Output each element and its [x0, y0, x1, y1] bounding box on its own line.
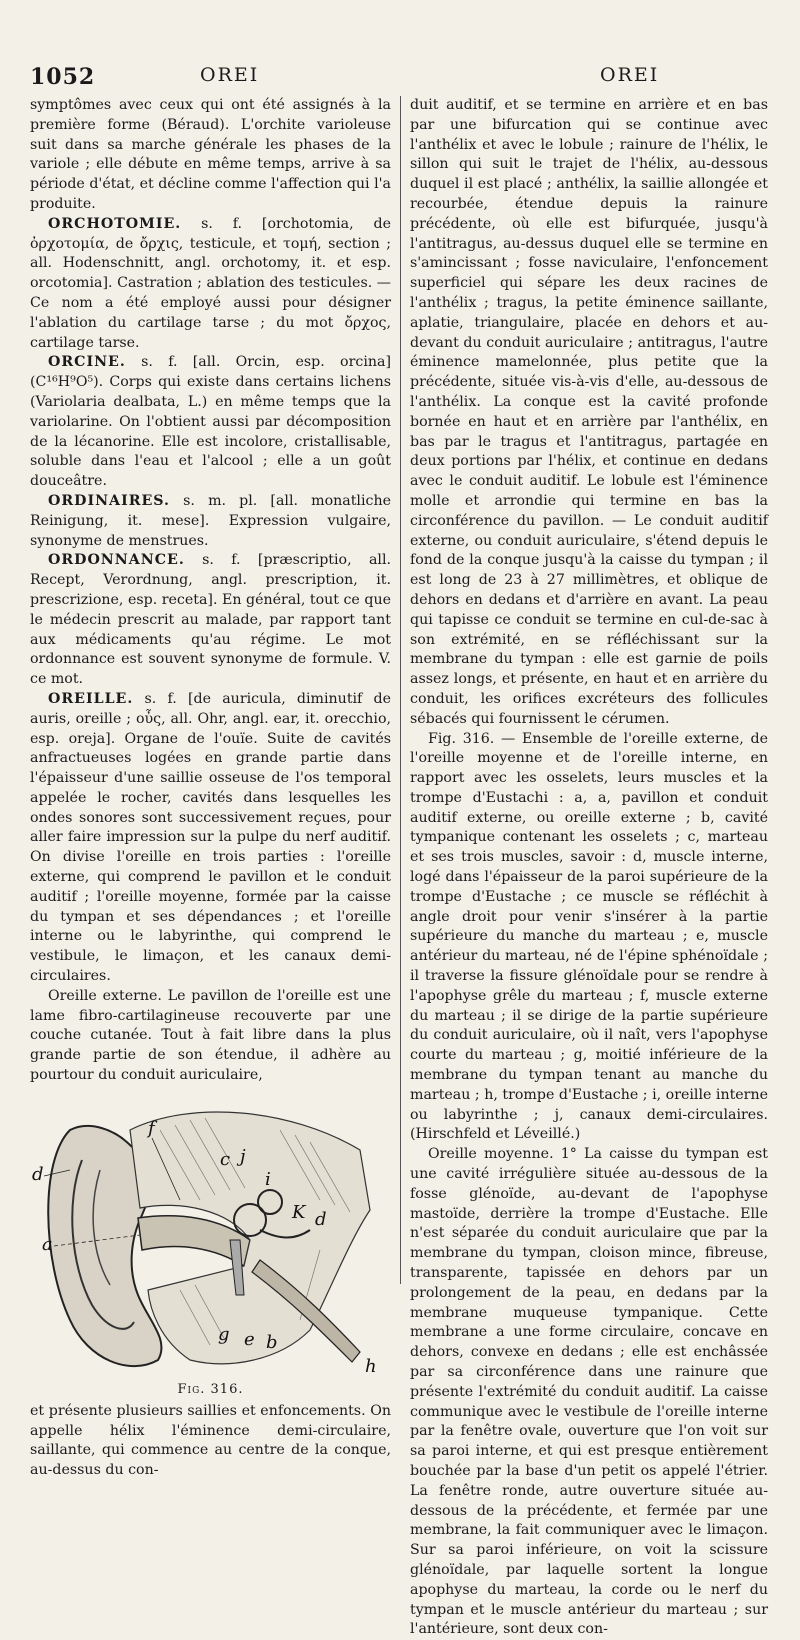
paragraph-figure-legend: Fig. 316. — Ensemble de l'oreille externe, de l'oreille moyenne et de l'oreille interne, en rapport avec les osselets, leurs muscles et la trompe d'Eustachi : a, a, pavillon et conduit auditif externe, ou oreille externe ; b, cavité tympanique contenant les osselets ; c, marteau et ses trois muscles, savoir : d, muscle interne, logé dans l'épaisseur de la paroi supérieure de la trompe d'Eustache ; ce muscle se réfléchit à angle droit pour venir s'insérer à la partie supérieure du manche du marteau ; e, muscle antérieur du marteau, né de l'épine sphénoïdale ; il traverse la fissure glénoïdale pour se rendre à l'apophyse grêle du marteau ; f, muscle externe du marteau ; il se dirige de la partie supérieure du conduit auriculaire, où il naît, vers l'apophyse courte du marteau ; g, moitié inférieure de la membrane du tympan tenant au manche du marteau ; h, trompe d'Eustache ; i, oreille interne ou labyrinthe ; j, canaux demi-circulaires. (Hirschfeld et Léveillé.) — [410, 730, 768, 1143]
label-i: i — [265, 1168, 271, 1190]
entry-ordonnance-text: s. f. [præscriptio, all. Recept, Verordnung, angl. prescription, it. prescrizione, esp. receta]. En général, tout ce que le médecin prescrit au malade, par rapport tant aux médicaments qu'au régime. Le mot ordonnance est souvent synonyme de formule. V. ce mot. — [30, 552, 391, 688]
page-number: 1052 — [30, 64, 96, 90]
label-d-left: d — [32, 1163, 44, 1185]
headword-orcine: ORCINE. — [48, 354, 126, 371]
entry-orcine — [30, 353, 391, 492]
headword-orchotomie: ORCHOTOMIE. — [48, 215, 182, 232]
entry-ordonnance — [30, 551, 391, 690]
label-f: f — [148, 1117, 155, 1139]
headword-ordinaires: ORDINAIRES. — [48, 492, 170, 509]
entry-oreille-text: s. f. [de auricula, diminutif de auris, oreille ; οὖς, all. Ohr, angl. ear, it. orecchio, esp. oreja]. Organe de l'ouïe. Suite de cavités anfractueuses logées en grande partie dans l'épaisseur d'une saillie osseuse de l'os temporal appelée le rocher, cavités dans lesquelles les ondes sonores sont successivement reçues, pour aller faire impression sur la pulpe du nerf auditif. On divise l'oreille en trois parties : l'oreille externe, qui comprend le pavillon et le conduit auditif ; l'oreille moyenne, formée par la caisse du tympan et ses dépendances ; et l'oreille interne ou le labyrinthe, qui comprend le vestibule, le limaçon, et les canaux demi-circulaires. — [30, 690, 391, 985]
label-d-right: d — [315, 1208, 327, 1230]
label-e: e — [244, 1328, 255, 1350]
label-K: K — [292, 1201, 306, 1223]
label-c: c — [220, 1148, 231, 1170]
figure-caption: Fig. 316. — [177, 1382, 244, 1398]
entry-orchotomie — [30, 215, 391, 354]
paragraph-oreille-externe: Oreille externe. Le pavillon de l'oreille est une lame fibro-cartilagineuse recouverte par une couche cutanée. Tout à fait libre dans la plus grande partie de son étendue, il adhère au pourtour du conduit auriculaire, — [30, 987, 391, 1084]
paragraph-orchite-end: symptômes avec ceux qui ont été assignés à la première forme (Béraud). L'orchite varioleuse suit dans sa marche générale les phases de la variole ; elle débute en même temps, arrive à sa période d'état, et décline comme l'affection qui l'a produite. — [30, 97, 391, 212]
left-column — [30, 96, 391, 1479]
paragraph-helix: et présente plusieurs saillies et enfoncements. On appelle hélix l'éminence demi-circulaire, saillante, qui commence au centre de la conque, au-dessus du con- — [30, 1402, 391, 1479]
paragraph-pavillon-cont: duit auditif, et se termine en arrière et en bas par une bifurcation qui se continue avec l'anthélix et avec le lobule ; rainure de l'hélix, le sillon qui suit le trajet de l'hélix, au-dessous duquel il est placé ; anthélix, la saillie allongée et recourbée, étendue depuis la rainure précédente, où elle est bifurquée, jusqu'à l'antitragus, au-dessus duquel elle se termine en s'amincissant ; fosse naviculaire, l'enfoncement superficiel qui sépare les deux racines de l'anthélix ; tragus, la petite éminence saillante, aplatie, triangulaire, placée en dehors et au-devant du conduit auriculaire ; antitragus, l'autre éminence mamelonnée, plus petite que la précédente, située vis-à-vis d'elle, au-dessous de l'anthélix. La conque est la cavité profonde bornée en haut et en arrière par l'anthélix, en bas par le tragus et l'antitragus, partagée en deux portions par l'hélix, et continue en dedans avec le conduit auditif. Le lobule est l'éminence molle et arrondie qui termine en bas la circonférence du pavillon. — Le conduit auditif externe, ou conduit auriculaire, s'étend depuis le fond de la conque jusqu'à la caisse du tympan ; il est long de 23 à 27 millimètres, et oblique de dehors en dedans et d'arrière en avant. La peau qui tapisse ce conduit se termine en cul-de-sac à son extrémité, en se réfléchissant sur la membrane du tympan : elle est garnie de poils assez longs, et présente, en haut et en arrière du conduit, les orifices excréteurs des follicules sébacés qui fournissent le cérumen. — [410, 97, 768, 727]
label-g: g — [218, 1323, 230, 1345]
label-a: a — [42, 1233, 53, 1255]
paragraph-oreille-moyenne: Oreille moyenne. 1° La caisse du tympan est une cavité irrégulière située au-dessous de la fosse glénoïde, au-devant de l'apophyse mastoïde, derrière la trompe d'Eustache. Elle n'est séparée du conduit auriculaire que par la membrane du tympan, cloison mince, fibreuse, transparente, tapissée en dehors par un prolongement de la peau, en dedans par la membrane muqueuse tympanique. Cette membrane a une forme circulaire, concave en dehors, convexe en dedans ; elle est enchâssée par sa circonférence dans une rainure que présente l'extrémité du conduit auditif. La caisse communique avec le vestibule de l'oreille interne par la fenêtre ovale, ouverture que l'on voit sur sa paroi interne, et qui est presque entièrement bouchée par la base d'un petit os appelé l'étrier. La fenêtre ronde, autre ouverture située au-dessous de la précédente, et fermée par une membrane, la fait communiquer avec le limaçon. Sur sa paroi inférieure, on voit la scissure glénoïdale, par laquelle sortent la longue apophyse du marteau, la corde ou le nerf du tympan et le muscle antérieur du marteau ; sur l'antérieure, sont deux con- — [410, 1146, 768, 1638]
headword-oreille: OREILLE. — [48, 690, 134, 707]
column-divider — [400, 96, 401, 1284]
entry-orchotomie-text: s. f. [orchotomia, de ὀρχοτομία, de ὄρχις, testicule, et τομή, section ; all. Hodenschnitt, angl. orchotomy, it. et esp. orcotomia]. Castration ; ablation des testicules. — Ce nom a été employé aussi pour désigner l'ablation du cartilage tarse ; du mot ὄρχος, cartilage tarse. — [30, 215, 391, 351]
headword-ordonnance: ORDONNANCE. — [48, 552, 185, 569]
entry-oreille — [30, 690, 391, 987]
figure-316 — [30, 1090, 391, 1400]
label-b: b — [266, 1331, 278, 1353]
page-header — [30, 64, 770, 94]
entry-orcine-text: s. f. [all. Orcin, esp. orcina] (C¹⁶H⁹O⁵). Corps qui existe dans certains lichens (Variolaria dealbata, L.) en même temps que la variolarine. On l'obtient aussi par décomposition de la lécanorine. Elle est incolore, cristallisable, soluble dans l'eau et l'alcool ; elle a un goût douceâtre. — [30, 354, 391, 490]
running-head-right: OREI — [600, 64, 660, 86]
entry-ordinaires-text: s. m. pl. [all. monatliche Reinigung, it. mese]. Expression vulgaire, synonyme de menstrues. — [30, 492, 391, 549]
right-column — [410, 96, 768, 1638]
entry-ordinaires — [30, 492, 391, 551]
ear-anatomy-illustration — [30, 1090, 391, 1380]
running-head-left: OREI — [200, 64, 260, 86]
label-j: j — [240, 1145, 246, 1167]
label-h: h — [365, 1355, 377, 1377]
